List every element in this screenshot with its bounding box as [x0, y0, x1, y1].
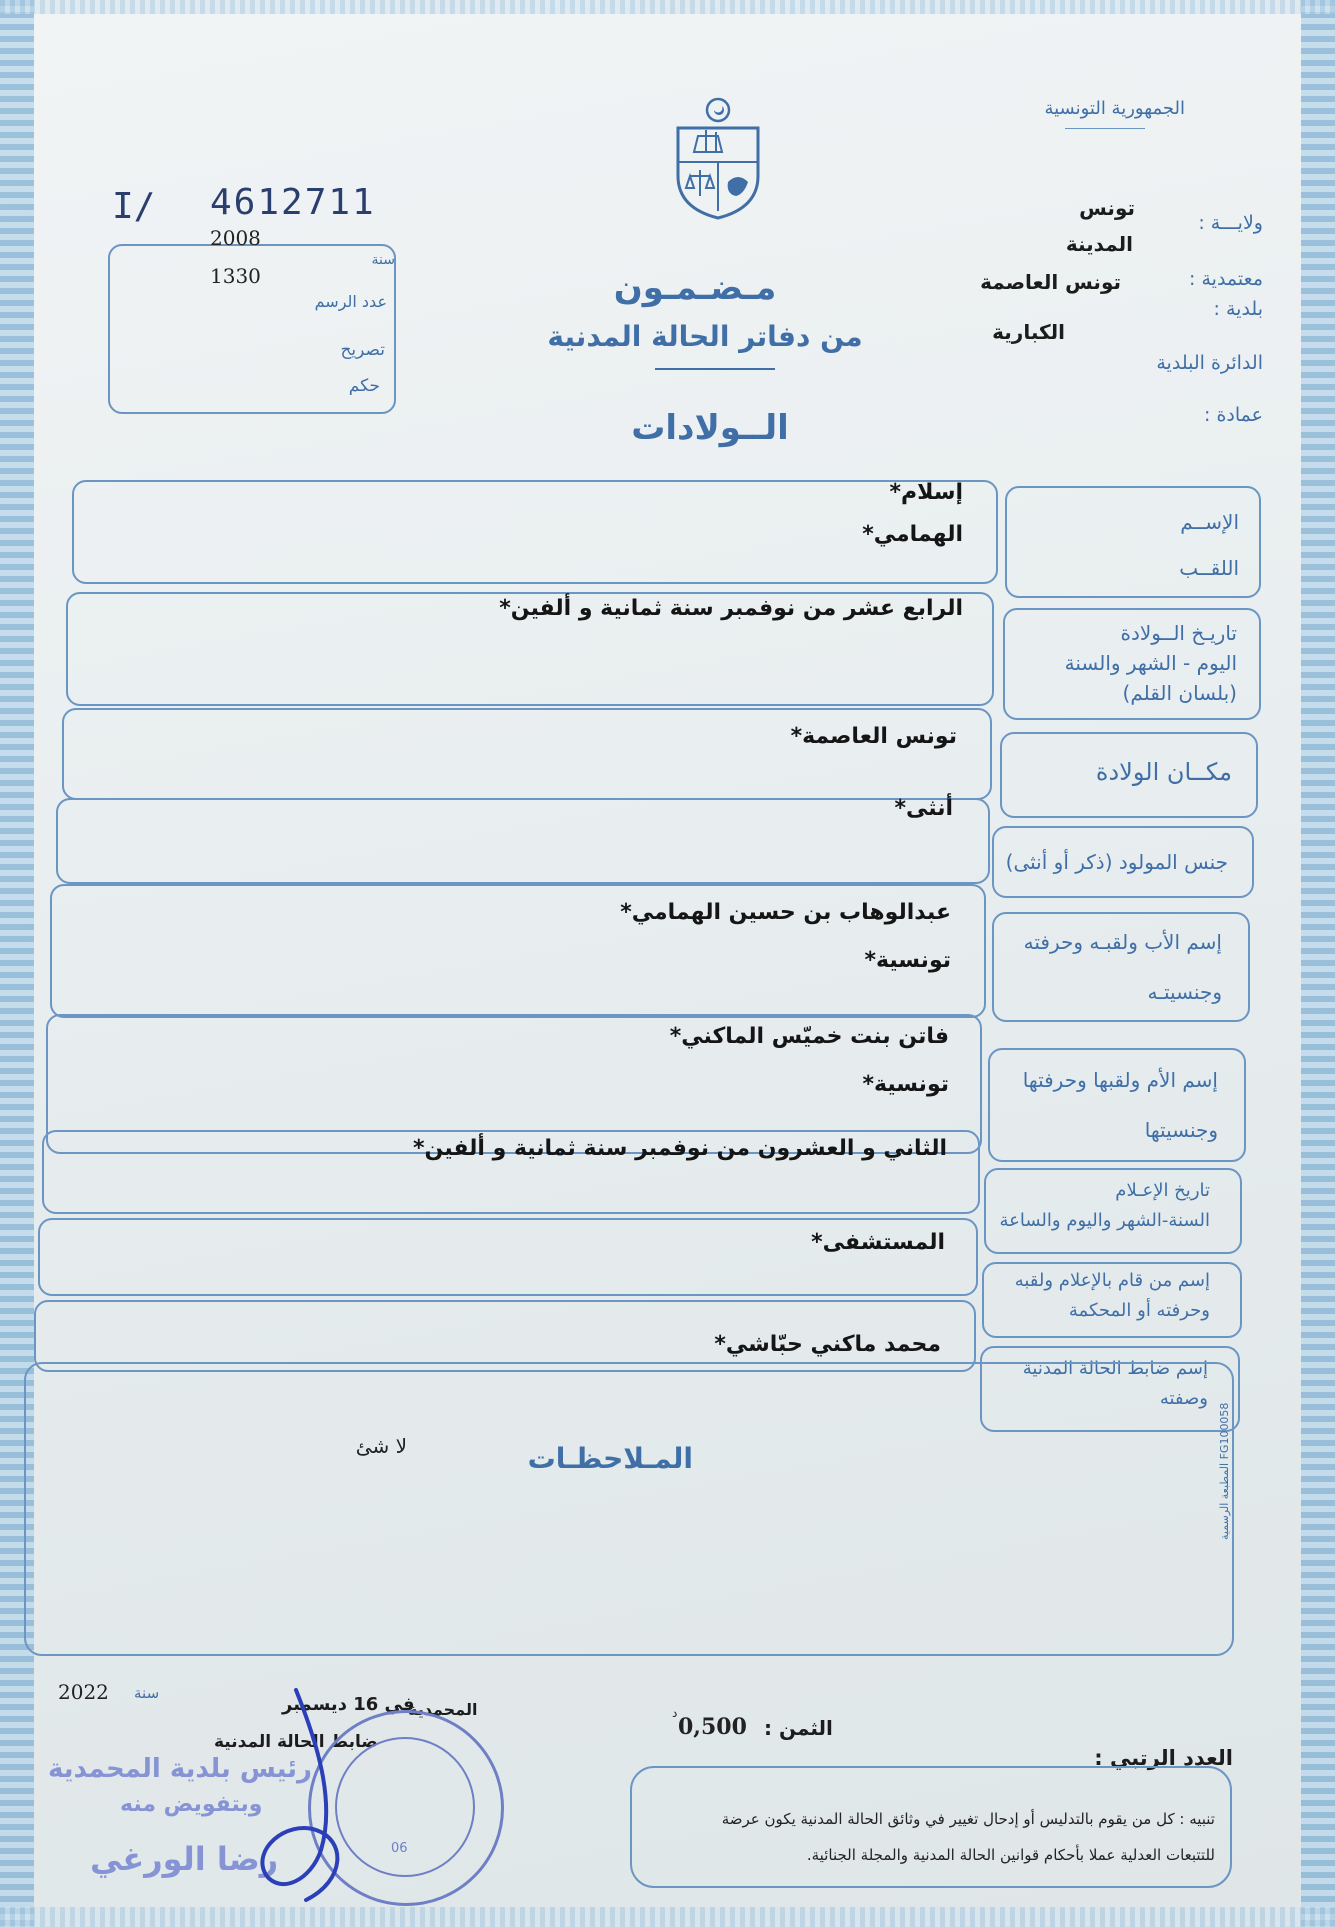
- birth-date-value: الرابع عشر من نوفمبر سنة ثمانية و ألفين*: [499, 596, 963, 621]
- sector-label: عمادة :: [1204, 404, 1263, 426]
- municipality-label: بلدية :: [1213, 298, 1263, 320]
- footer-officer-title: ضابط الحالة المدنية: [214, 1732, 378, 1752]
- judgment-label: حكم: [348, 376, 380, 396]
- mother-nationality-value: تونسية*: [862, 1072, 949, 1097]
- seal-number: 06: [391, 1841, 408, 1856]
- mother-value: فاتن بنت خميّس الماكني*: [669, 1024, 949, 1049]
- municipality-value: تونس العاصمة: [980, 270, 1121, 294]
- delegation-value: المدينة: [1065, 232, 1133, 256]
- governorate-label: ولايـــة :: [1198, 212, 1263, 234]
- footer-place: المحمدية: [408, 1700, 478, 1719]
- governorate-value: تونس: [1079, 196, 1135, 220]
- footer-date: في 16 ديسمبر: [282, 1694, 415, 1715]
- title-underline: [655, 368, 775, 370]
- field-value-box-birthplace: [62, 708, 992, 800]
- price-label: الثمن :: [764, 1716, 833, 1740]
- signatory-name: رضا الورغي: [90, 1840, 279, 1878]
- label-line: وجنسيتها: [1144, 1118, 1218, 1142]
- register-year-value: 2008: [210, 226, 261, 250]
- label-line: إسم من قام بالإعلام ولقبه: [1014, 1270, 1210, 1291]
- first-name-value: إسلام*: [889, 480, 963, 505]
- warning-line-2: للتتبعات العدلية عملا بأحكام قوانين الحالة المدنية والمجلة الجنائية.: [806, 1846, 1215, 1864]
- heading-rule: [1065, 128, 1145, 129]
- republic-heading: الجمهورية التونسية: [1044, 98, 1185, 119]
- warning-line-1: تنبيه : كل من يقوم بالتدليس أو إدحال تغيير في وثائق الحالة المدنية يكون عرضة: [721, 1810, 1215, 1828]
- serial-label: العدد الرتبي :: [1094, 1746, 1233, 1770]
- title-line-2: من دفاتر الحالة المدنية: [547, 320, 863, 353]
- footer-year-label: سنة: [134, 1684, 160, 1702]
- security-border-bottom: [0, 1907, 1335, 1927]
- label-line: وحرفته أو المحكمة: [1068, 1300, 1210, 1321]
- field-label-father: [1002, 926, 1222, 1008]
- security-border-right: [1301, 0, 1335, 1927]
- father-nationality-value: تونسية*: [864, 948, 951, 973]
- delegation-label: معتمدية :: [1189, 268, 1263, 290]
- label-line: إسم الأم ولقبها وحرفتها: [1022, 1068, 1218, 1092]
- footer-year-value: 2022: [58, 1680, 109, 1704]
- declarant-value: المستشفى*: [811, 1230, 945, 1255]
- coat-of-arms-icon: [670, 96, 766, 222]
- label-line: إسم ضابط الحالة المدنية: [1022, 1358, 1208, 1379]
- mayor-stamp-line-2: وبتفويض منه: [120, 1792, 263, 1817]
- officer-value: محمد ماكني حبّاشي*: [714, 1332, 941, 1357]
- security-border-top: [0, 0, 1335, 14]
- register-record-value: 1330: [210, 264, 261, 288]
- number-prefix: I/: [112, 186, 156, 227]
- field-label-declaration-date: [994, 1176, 1210, 1236]
- handwritten-signature: [226, 1680, 376, 1910]
- label-line: السنة-الشهر واليوم والساعة: [999, 1210, 1210, 1231]
- register-record-label: عدد الرسم: [314, 292, 387, 311]
- field-value-box-name: [72, 480, 998, 584]
- mayor-stamp-line-1: رئيس بلدية المحمدية: [48, 1754, 312, 1784]
- remarks-box: [24, 1362, 1234, 1656]
- declaration-label: تصريح: [340, 340, 385, 360]
- surname-value: الهمامي*: [862, 522, 963, 547]
- label-line: (بلسان القلم): [1122, 681, 1237, 705]
- field-label-mother: [998, 1064, 1218, 1146]
- title-line-3: الــولادات: [631, 408, 789, 448]
- print-code: المطبعة الرسمية FG100058: [1218, 1402, 1231, 1540]
- sex-value: أنثى*: [894, 796, 953, 821]
- field-label-name: [1015, 506, 1239, 584]
- birth-place-value: تونس العاصمة*: [790, 724, 957, 749]
- label-line: اليوم - الشهر والسنة: [1064, 651, 1237, 675]
- price-unit: د: [672, 1706, 678, 1720]
- certificate-number: 4612711: [210, 182, 376, 223]
- label-line: إسم الأب ولقبـه وحرفته: [1023, 930, 1222, 954]
- label-line: وجنسيتـه: [1147, 980, 1222, 1004]
- remarks-label: المـلاحظـات: [527, 1442, 693, 1475]
- declaration-date-value: الثاني و العشرون من نوفمبر سنة ثمانية و ألفين*: [413, 1136, 947, 1161]
- field-label-declarant: [992, 1266, 1210, 1326]
- field-label-sex: جنس المولود (ذكر أو أنثى): [1005, 850, 1228, 874]
- title-line-1: مـضـمـون: [613, 268, 777, 308]
- district-label: الدائرة البلدية: [1156, 352, 1263, 374]
- label-line: الإســم: [1180, 510, 1239, 534]
- label-line: تاريخ الإعـلام: [1115, 1180, 1210, 1201]
- father-value: عبدالوهاب بن حسين الهمامي*: [620, 900, 951, 925]
- label-line: وصفته: [1159, 1388, 1208, 1409]
- register-year-label: سنة: [371, 252, 395, 268]
- label-line: تاريـخ الــولادة: [1120, 621, 1237, 645]
- price-value: 0,500: [678, 1714, 747, 1740]
- field-value-box-sex: [56, 798, 990, 884]
- label-line: اللقــب: [1179, 556, 1239, 580]
- field-label-birthdate: [1013, 618, 1237, 708]
- district-value: الكبارية: [992, 320, 1065, 344]
- field-label-birthplace: مكــان الولادة: [1095, 758, 1232, 786]
- remarks-value: لا شئ: [355, 1434, 407, 1458]
